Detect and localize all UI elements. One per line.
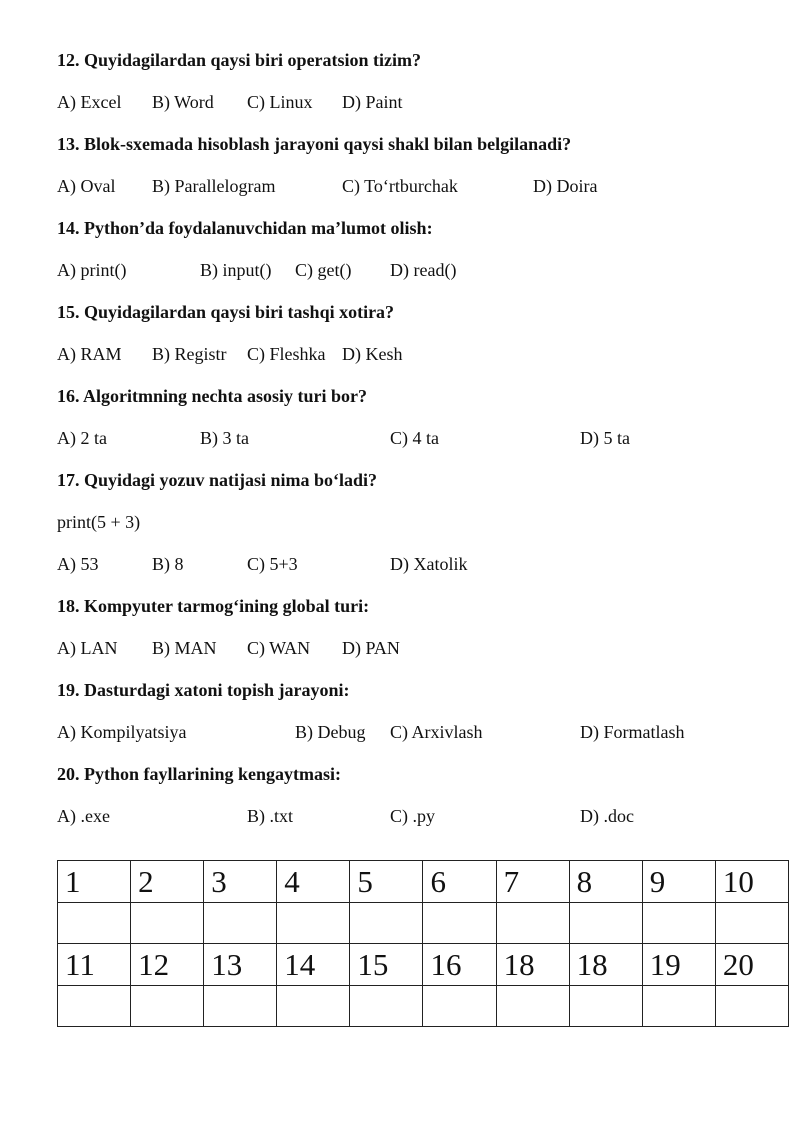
grid-number-cell: 7 [496,861,569,903]
grid-number-cell: 18 [569,944,642,986]
grid-number-cell: 20 [715,944,788,986]
grid-number-cell: 4 [277,861,350,903]
q20-option-d: D) .doc [580,806,634,826]
question-20: 20. Python fayllarining kengaytmasi: [57,764,342,784]
q13-option-b: B) Parallelogram [152,176,276,196]
answer-grid-answers-row-2 [58,986,789,1027]
answer-cell [496,903,569,944]
grid-number-cell: 5 [350,861,423,903]
answer-cell [569,903,642,944]
q20-option-c: C) .py [390,806,435,826]
q14-option-c: C) get() [295,260,352,280]
grid-number-cell: 3 [204,861,277,903]
question-17: 17. Quyidagi yozuv natijasi nima bo‘ladi? [57,470,378,490]
q19-option-d: D) Formatlash [580,722,685,742]
question-15: 15. Quyidagilardan qaysi biri tashqi xotira? [57,302,395,322]
q20-option-a: A) .exe [57,806,110,826]
question-18: 18. Kompyuter tarmog‘ining global turi: [57,596,370,616]
answer-grid-numbers-row-2 [58,944,789,986]
answer-cell [569,986,642,1027]
q19-option-a: A) Kompilyatsiya [57,722,187,742]
grid-number-cell: 14 [277,944,350,986]
answer-grid [57,860,789,1027]
answer-cell [204,903,277,944]
q17-option-c: C) 5+3 [247,554,298,574]
q18-option-d: D) PAN [342,638,400,658]
q12-option-a: A) Excel [57,92,122,112]
grid-number-cell: 1 [58,861,131,903]
q18-option-c: C) WAN [247,638,311,658]
answer-cell [423,903,496,944]
answer-cell [204,986,277,1027]
q20-option-b: B) .txt [247,806,294,826]
q13-option-a: A) Oval [57,176,116,196]
grid-number-cell: 16 [423,944,496,986]
q13-option-c: C) To‘rtburchak [342,176,458,196]
grid-number-cell: 10 [715,861,788,903]
q12-option-b: B) Word [152,92,214,112]
answer-cell [277,986,350,1027]
grid-number-cell: 2 [131,861,204,903]
grid-number-cell: 13 [204,944,277,986]
q12-option-d: D) Paint [342,92,403,112]
answer-cell [58,903,131,944]
question-14: 14. Python’da foydalanuvchidan ma’lumot olish: [57,218,433,238]
grid-number-cell: 11 [58,944,131,986]
q16-option-b: B) 3 ta [200,428,249,448]
q18-option-b: B) MAN [152,638,217,658]
answer-cell [131,986,204,1027]
answer-cell [423,986,496,1027]
question-12: 12. Quyidagilardan qaysi biri operatsion tizim? [57,50,422,70]
q17-code-line: print(5 + 3) [57,512,141,532]
q14-option-d: D) read() [390,260,457,280]
q17-option-a: A) 53 [57,554,99,574]
answer-cell [277,903,350,944]
q15-option-c: C) Fleshka [247,344,326,364]
q19-option-b: B) Debug [295,722,366,742]
answer-grid-numbers-row-1 [58,861,789,903]
q16-option-d: D) 5 ta [580,428,630,448]
q13-option-d: D) Doira [533,176,598,196]
answer-cell [350,986,423,1027]
q14-option-a: A) print() [57,260,127,280]
grid-number-cell: 15 [350,944,423,986]
answer-cell [496,986,569,1027]
grid-number-cell: 9 [642,861,715,903]
grid-number-cell: 8 [569,861,642,903]
answer-cell [642,986,715,1027]
grid-number-cell: 18 [496,944,569,986]
q17-option-b: B) 8 [152,554,184,574]
q16-option-a: A) 2 ta [57,428,107,448]
answer-cell [350,903,423,944]
answer-grid-answers-row-1 [58,903,789,944]
answer-cell [131,903,204,944]
q15-option-a: A) RAM [57,344,122,364]
question-16: 16. Algoritmning nechta asosiy turi bor? [57,386,368,406]
q17-option-d: D) Xatolik [390,554,468,574]
answer-cell [715,903,788,944]
q18-option-a: A) LAN [57,638,118,658]
q15-option-b: B) Registr [152,344,227,364]
q14-option-b: B) input() [200,260,272,280]
answer-cell [58,986,131,1027]
question-13: 13. Blok-sxemada hisoblash jarayoni qaysi shakl bilan belgilanadi? [57,134,572,154]
q19-option-c: C) Arxivlash [390,722,483,742]
answer-cell [642,903,715,944]
grid-number-cell: 19 [642,944,715,986]
q16-option-c: C) 4 ta [390,428,439,448]
question-19: 19. Dasturdagi xatoni topish jarayoni: [57,680,350,700]
q15-option-d: D) Kesh [342,344,403,364]
q12-option-c: C) Linux [247,92,313,112]
grid-number-cell: 6 [423,861,496,903]
answer-cell [715,986,788,1027]
grid-number-cell: 12 [131,944,204,986]
